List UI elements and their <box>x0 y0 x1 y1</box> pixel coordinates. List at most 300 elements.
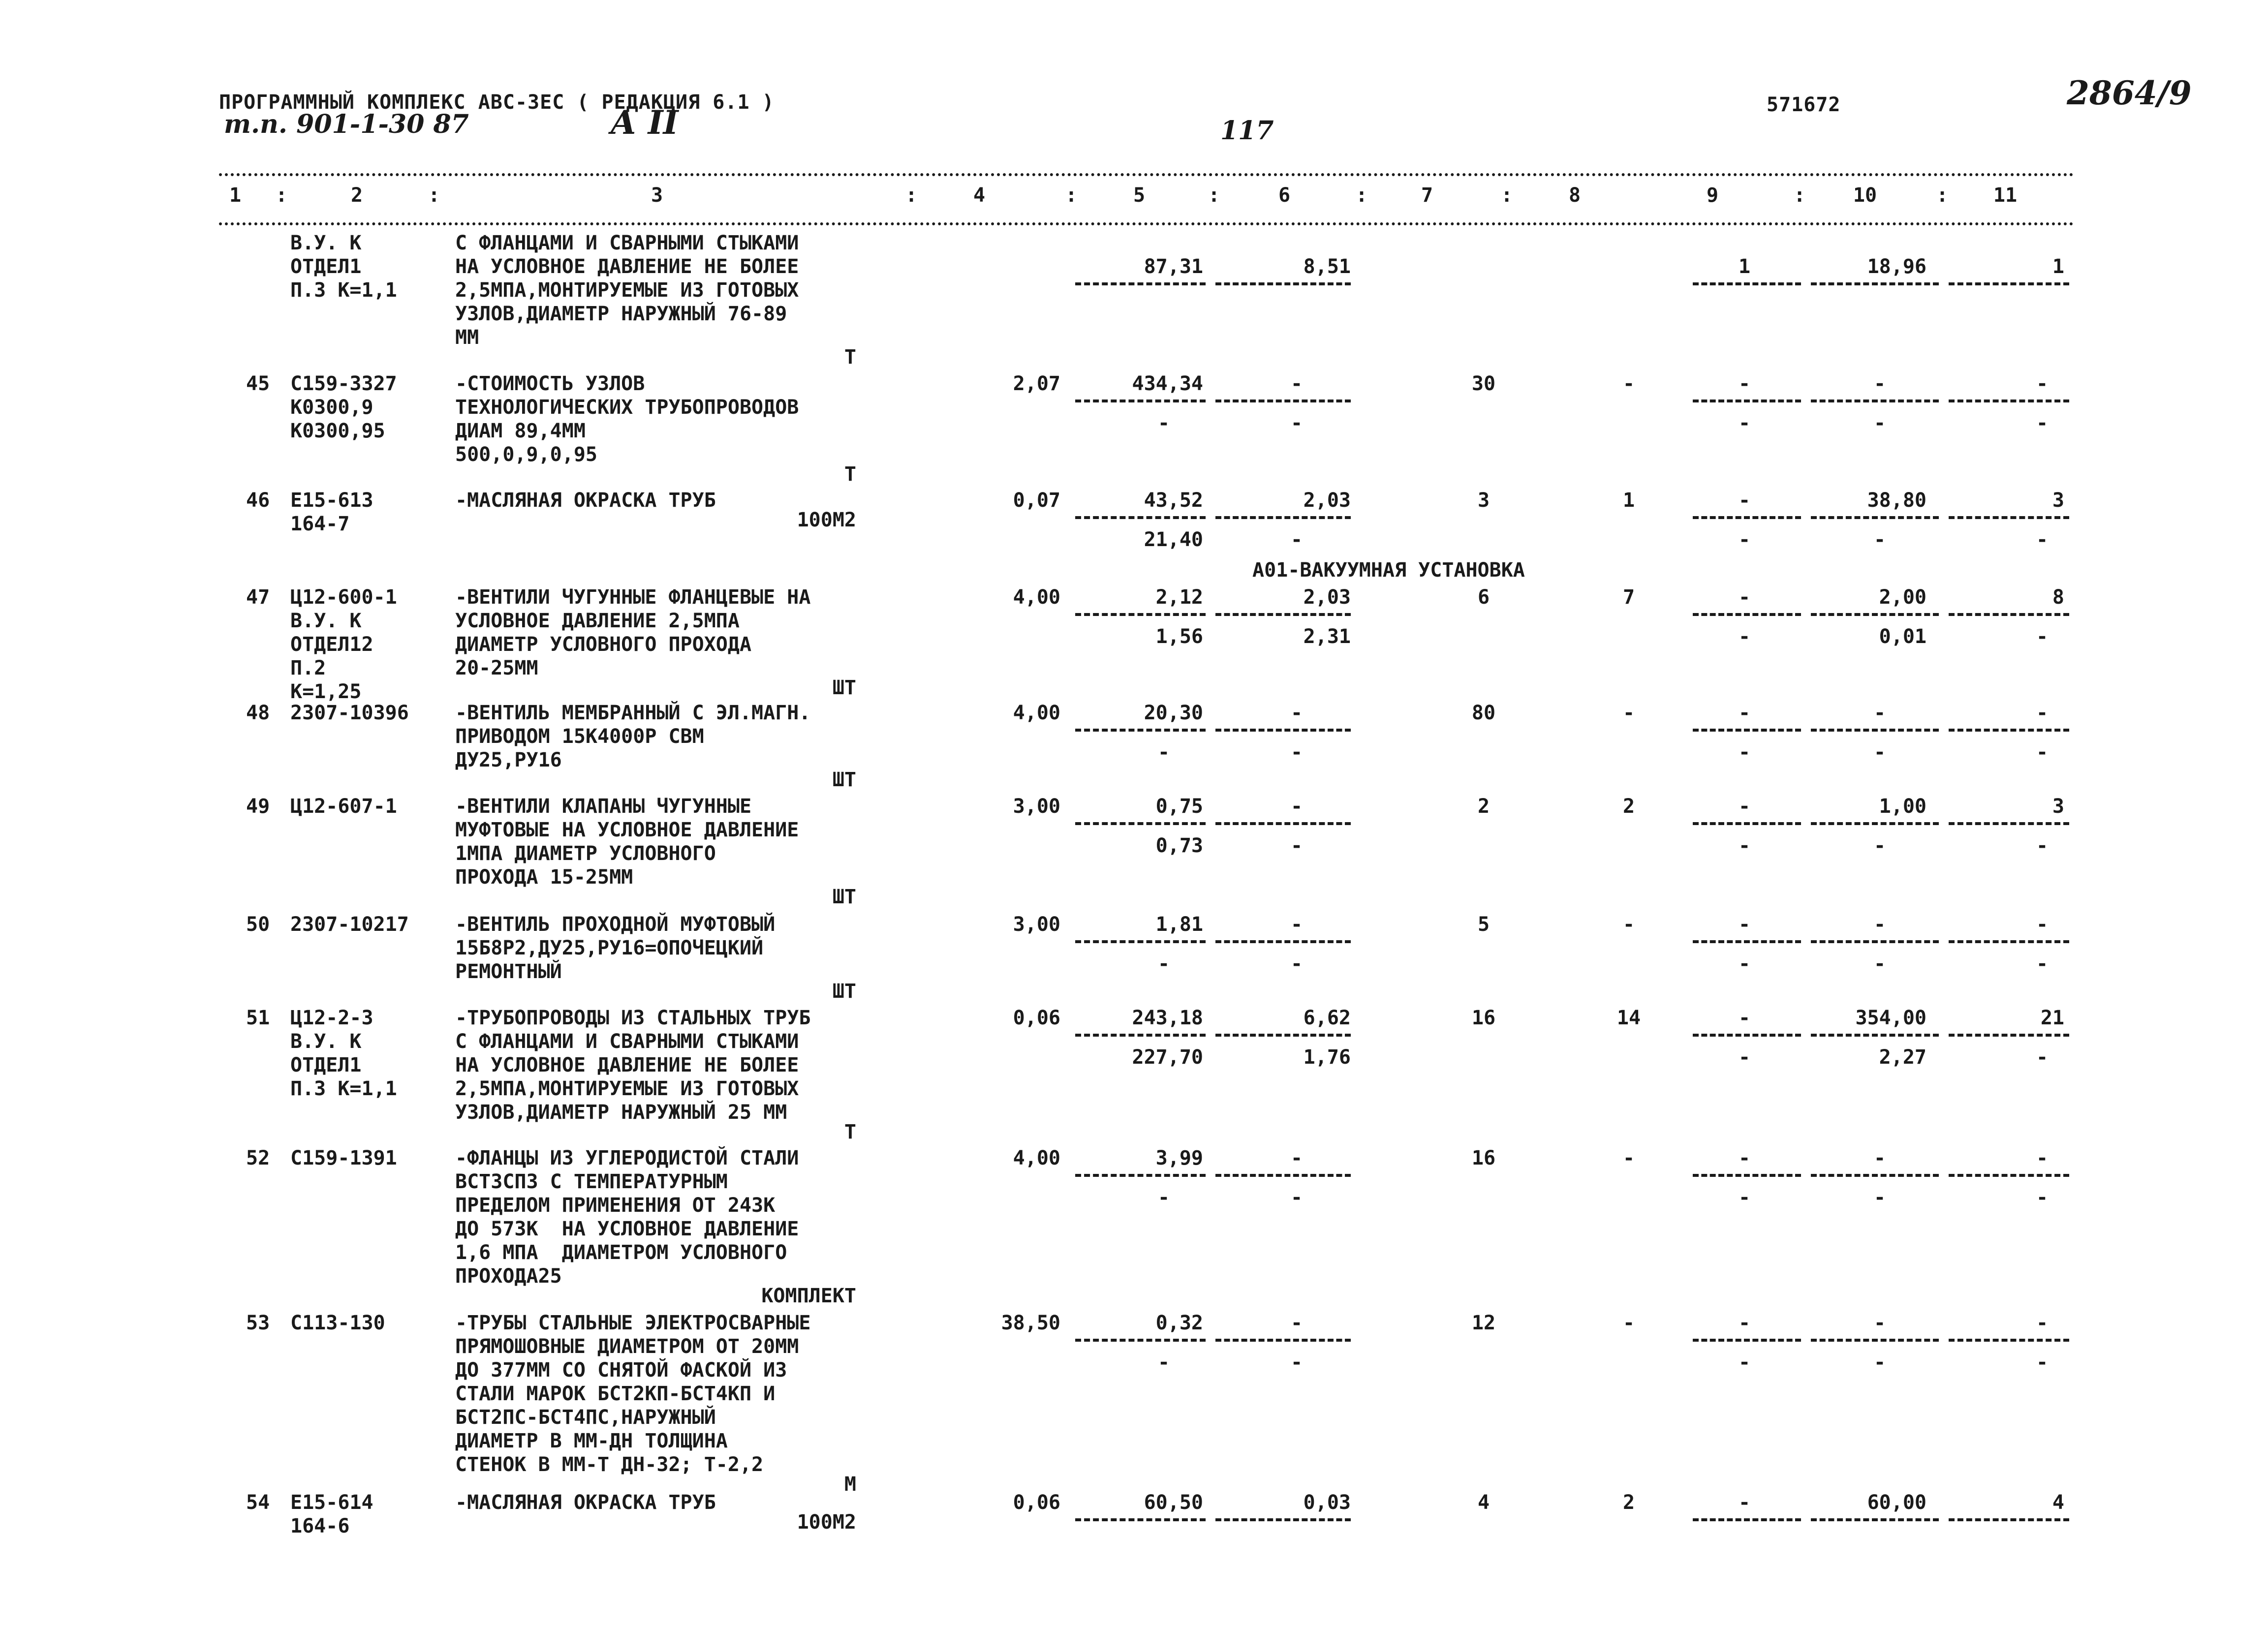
column-header-11: 11 <box>1993 184 2018 207</box>
work-description: 15Б8Р2,ДУ25,РУ16=ОПОЧЕЦКИЙ <box>455 937 764 959</box>
work-description: ДО 377ММ СО СНЯТОЙ ФАСКОЙ ИЗ <box>455 1359 787 1382</box>
cost-total: 87,31 <box>1144 255 1203 278</box>
col10-value: 1,00 <box>1879 795 1926 818</box>
col9-second: - <box>1738 1351 1751 1374</box>
work-description: -ТРУБЫ СТАЛЬНЫЕ ЭЛЕКТРОСВАРНЫЕ <box>455 1312 811 1334</box>
column-separator: : <box>1936 184 1949 207</box>
col11-divider <box>1949 516 2069 519</box>
work-description: -СТОИМОСТЬ УЗЛОВ <box>455 372 645 395</box>
machine-cost-divider <box>1215 1174 1351 1177</box>
cost-total: 243,18 <box>1132 1007 1203 1029</box>
machine-cost-divider <box>1215 822 1351 825</box>
column-header-1: 1 <box>229 184 242 207</box>
col10-divider <box>1811 282 1939 285</box>
col10-dash: - <box>1873 913 1886 936</box>
col11-dash: - <box>2036 1312 2049 1334</box>
col7-value: 12 <box>1471 1312 1496 1334</box>
row-number: 46 <box>246 489 270 512</box>
col9-value: - <box>1738 586 1751 609</box>
col11-divider <box>1949 940 2069 943</box>
resource-code: С113-130 <box>290 1312 385 1334</box>
quantity: 4,00 <box>1013 702 1060 724</box>
col10-second-dash: - <box>1873 528 1886 551</box>
resource-code: Ц12-2-3 <box>290 1007 373 1029</box>
work-description: ТЕХНОЛОГИЧЕСКИХ ТРУБОПРОВОДОВ <box>455 396 799 419</box>
col9-divider <box>1693 729 1801 732</box>
cost-total: 43,52 <box>1144 489 1203 512</box>
col11-divider <box>1949 1518 2069 1521</box>
col9-value: - <box>1738 1147 1751 1169</box>
col7-value: 6 <box>1477 586 1490 609</box>
col10-divider <box>1811 1174 1939 1177</box>
work-description: -ВЕНТИЛЬ ПРОХОДНОЙ МУФТОВЫЙ <box>455 913 776 936</box>
work-description: 2,5МПА,МОНТИРУЕМЫЕ ИЗ ГОТОВЫХ <box>455 279 799 302</box>
col9-divider <box>1693 613 1801 616</box>
cost-total-divider <box>1075 1034 1206 1037</box>
col9-divider <box>1693 282 1801 285</box>
row-number: 49 <box>246 795 270 818</box>
row-number: 45 <box>246 372 270 395</box>
resource-code: П.3 К=1,1 <box>290 279 397 302</box>
cost-total-divider <box>1075 940 1206 943</box>
machine-cost-divider <box>1215 282 1351 285</box>
column-separator: : <box>1065 184 1078 207</box>
col9-value: - <box>1738 1491 1751 1514</box>
machine-cost: 6,62 <box>1303 1007 1351 1029</box>
resource-code: ОТДЕЛ12 <box>290 633 373 656</box>
col8-value: - <box>1622 1312 1635 1334</box>
machine-cost-divider <box>1215 1339 1351 1342</box>
work-description: ДО 573К НА УСЛОВНОЕ ДАВЛЕНИЕ <box>455 1218 799 1240</box>
machine-wages-dash: - <box>1290 953 1303 975</box>
col10-divider <box>1811 940 1939 943</box>
col10-divider <box>1811 729 1939 732</box>
col11-divider <box>1949 822 2069 825</box>
unit-of-measure: Т <box>844 346 856 369</box>
row-number: 47 <box>246 586 270 609</box>
machine-cost-dash: - <box>1290 372 1303 395</box>
col9-value: - <box>1738 913 1751 936</box>
quantity: 0,07 <box>1013 489 1060 512</box>
col10-value: 2,00 <box>1879 586 1926 609</box>
machine-wages: 1,76 <box>1303 1046 1351 1069</box>
col11-value: 21 <box>2040 1007 2064 1029</box>
work-description: СТЕНОК В ММ-Т ДН-32; Т-2,2 <box>455 1453 764 1476</box>
work-description: С ФЛАНЦАМИ И СВАРНЫМИ СТЫКАМИ <box>455 1030 799 1053</box>
col10-divider <box>1811 613 1939 616</box>
machine-wages-dash: - <box>1290 1351 1303 1374</box>
resource-code: Е15-613 <box>290 489 373 512</box>
col10-second-dash: - <box>1873 1351 1886 1374</box>
work-description: ДИАМЕТР В ММ-ДН ТОЛЩИНА <box>455 1430 728 1452</box>
resource-code: 164-7 <box>290 513 350 535</box>
work-description: -МАСЛЯНАЯ ОКРАСКА ТРУБ <box>455 489 716 512</box>
machine-cost-dash: - <box>1290 1147 1303 1169</box>
column-header-2: 2 <box>350 184 363 207</box>
column-header-10: 10 <box>1853 184 1877 207</box>
unit-of-measure: 100М2 <box>797 509 856 531</box>
cost-wages-dash: - <box>1157 1186 1170 1209</box>
cost-wages: 1,56 <box>1155 625 1203 648</box>
col10-second-dash: - <box>1873 741 1886 764</box>
col10-dash: - <box>1873 1147 1886 1169</box>
col7-value: 3 <box>1477 489 1490 512</box>
col11-value: 3 <box>2052 795 2064 818</box>
work-description: ВСТ3СП3 С ТЕМПЕРАТУРНЫМ <box>455 1170 728 1193</box>
cost-wages-dash: - <box>1157 953 1170 975</box>
column-separator: : <box>1208 184 1220 207</box>
resource-code: К=1,25 <box>290 680 362 703</box>
col11-second-dash: - <box>2036 1186 2049 1209</box>
col8-value: 7 <box>1622 586 1635 609</box>
col11-value: 3 <box>2052 489 2064 512</box>
col10-dash: - <box>1873 702 1886 724</box>
resource-code: 2307-10396 <box>290 702 409 724</box>
work-description: УЗЛОВ,ДИАМЕТР НАРУЖНЫЙ 76-89 <box>455 303 787 325</box>
col7-value: 5 <box>1477 913 1490 936</box>
machine-cost: 2,03 <box>1303 586 1351 609</box>
column-header-8: 8 <box>1568 184 1581 207</box>
col11-divider <box>1949 1339 2069 1342</box>
col11-divider <box>1949 729 2069 732</box>
unit-of-measure: М <box>844 1473 856 1496</box>
column-separator: : <box>276 184 288 207</box>
row-number: 48 <box>246 702 270 724</box>
work-description: 2,5МПА,МОНТИРУЕМЫЕ ИЗ ГОТОВЫХ <box>455 1077 799 1100</box>
col9-second: - <box>1738 741 1751 764</box>
col10-value: 354,00 <box>1855 1007 1926 1029</box>
resource-code: ОТДЕЛ1 <box>290 255 362 278</box>
unit-of-measure: ШТ <box>832 676 856 699</box>
column-separator: : <box>1356 184 1368 207</box>
quantity: 2,07 <box>1013 372 1060 395</box>
col9-second: - <box>1738 834 1751 857</box>
cost-total-divider <box>1075 1339 1206 1342</box>
machine-cost-divider <box>1215 516 1351 519</box>
resource-code: П.2 <box>290 657 326 679</box>
col9-value: 1 <box>1738 255 1751 278</box>
document-number: 571672 <box>1767 93 1841 116</box>
col11-second-dash: - <box>2036 625 2049 648</box>
resource-code: Е15-614 <box>290 1491 373 1514</box>
machine-cost-divider <box>1215 1518 1351 1521</box>
col9-value: - <box>1738 1007 1751 1029</box>
cost-total: 3,99 <box>1155 1147 1203 1169</box>
col10-second: 2,27 <box>1879 1046 1926 1069</box>
col11-second-dash: - <box>2036 953 2049 975</box>
work-description: ПРЯМОШОВНЫЕ ДИАМЕТРОМ ОТ 20ММ <box>455 1335 799 1358</box>
machine-cost: 0,03 <box>1303 1491 1351 1514</box>
cost-total-divider <box>1075 1518 1206 1521</box>
machine-cost-divider <box>1215 940 1351 943</box>
work-description: -ФЛАНЦЫ ИЗ УГЛЕРОДИСТОЙ СТАЛИ <box>455 1147 799 1169</box>
resource-code: К0300,95 <box>290 420 385 442</box>
machine-wages-dash: - <box>1290 412 1303 434</box>
machine-cost: 8,51 <box>1303 255 1351 278</box>
col11-dash: - <box>2036 1147 2049 1169</box>
machine-wages-dash: - <box>1290 1186 1303 1209</box>
col10-second-dash: - <box>1873 412 1886 434</box>
col9-value: - <box>1738 702 1751 724</box>
machine-cost-dash: - <box>1290 1312 1303 1334</box>
col10-second-dash: - <box>1873 1186 1886 1209</box>
cost-total: 0,75 <box>1155 795 1203 818</box>
col8-value: - <box>1622 1147 1635 1169</box>
col10-divider <box>1811 1034 1939 1037</box>
cost-total: 0,32 <box>1155 1312 1203 1334</box>
col11-value: 1 <box>2052 255 2064 278</box>
album-mark: А II <box>610 103 679 142</box>
unit-of-measure: ШТ <box>832 886 856 908</box>
column-separator: : <box>1501 184 1513 207</box>
col11-dash: - <box>2036 702 2049 724</box>
col9-second: - <box>1738 412 1751 434</box>
work-description: ДИАМЕТР УСЛОВНОГО ПРОХОДА <box>455 633 752 656</box>
col10-second: 0,01 <box>1879 625 1926 648</box>
col10-dash: - <box>1873 1312 1886 1334</box>
cost-total-divider <box>1075 1174 1206 1177</box>
col9-divider <box>1693 1034 1801 1037</box>
col8-value: 2 <box>1622 1491 1635 1514</box>
work-description: ПРИВОДОМ 15К4000Р СВМ <box>455 725 704 748</box>
cost-total-divider <box>1075 613 1206 616</box>
col11-divider <box>1949 1034 2069 1037</box>
column-separator: : <box>1794 184 1806 207</box>
column-separator: : <box>428 184 440 207</box>
column-header-9: 9 <box>1706 184 1719 207</box>
work-description: -ВЕНТИЛИ КЛАПАНЫ ЧУГУННЫЕ <box>455 795 752 818</box>
column-header-6: 6 <box>1278 184 1291 207</box>
row-number: 51 <box>246 1007 270 1029</box>
cost-total-divider <box>1075 400 1206 402</box>
machine-cost-divider <box>1215 400 1351 402</box>
col10-second-dash: - <box>1873 953 1886 975</box>
page-number: 117 <box>1220 116 1274 146</box>
work-description: МУФТОВЫЕ НА УСЛОВНОЕ ДАВЛЕНИЕ <box>455 819 799 841</box>
col7-value: 16 <box>1471 1147 1496 1169</box>
resource-code: 2307-10217 <box>290 913 409 936</box>
resource-code: ОТДЕЛ1 <box>290 1054 362 1076</box>
col8-value: 1 <box>1622 489 1635 512</box>
col8-value: 2 <box>1622 795 1635 818</box>
work-description: РЕМОНТНЫЙ <box>455 960 562 983</box>
col7-value: 80 <box>1471 702 1496 724</box>
work-description: УСЛОВНОЕ ДАВЛЕНИЕ 2,5МПА <box>455 610 740 632</box>
resource-code: В.У. К <box>290 610 362 632</box>
work-description: 20-25ММ <box>455 657 538 679</box>
col9-second: - <box>1738 625 1751 648</box>
col9-second: - <box>1738 1046 1751 1069</box>
col10-value: 60,00 <box>1867 1491 1926 1514</box>
row-number: 54 <box>246 1491 270 1514</box>
work-description: НА УСЛОВНОЕ ДАВЛЕНИЕ НЕ БОЛЕЕ <box>455 1054 799 1076</box>
machine-cost: 2,03 <box>1303 489 1351 512</box>
cost-total: 1,81 <box>1155 913 1203 936</box>
col7-value: 2 <box>1477 795 1490 818</box>
column-header-7: 7 <box>1421 184 1433 207</box>
col8-value: - <box>1622 702 1635 724</box>
column-header-4: 4 <box>973 184 986 207</box>
col9-divider <box>1693 516 1801 519</box>
cost-total: 60,50 <box>1144 1491 1203 1514</box>
work-description: 1,6 МПА ДИАМЕТРОМ УСЛОВНОГО <box>455 1241 787 1264</box>
column-separator: : <box>905 184 918 207</box>
work-description: УЗЛОВ,ДИАМЕТР НАРУЖНЫЙ 25 ММ <box>455 1101 787 1124</box>
col9-divider <box>1693 1339 1801 1342</box>
cost-wages-dash: - <box>1157 1351 1170 1374</box>
row-number: 52 <box>246 1147 270 1169</box>
quantity: 0,06 <box>1013 1007 1060 1029</box>
quantity: 38,50 <box>1001 1312 1060 1334</box>
col9-divider <box>1693 822 1801 825</box>
col9-divider <box>1693 940 1801 943</box>
col9-divider <box>1693 1174 1801 1177</box>
col11-divider <box>1949 400 2069 402</box>
program-title: ПРОГРАММНЫЙ КОМПЛЕКС АВС-ЗЕС ( РЕДАКЦИЯ 6.1 ) <box>219 91 775 114</box>
quantity: 3,00 <box>1013 795 1060 818</box>
cost-total: 20,30 <box>1144 702 1203 724</box>
cost-wages: 21,40 <box>1144 528 1203 551</box>
resource-code: Ц12-607-1 <box>290 795 397 818</box>
resource-code: С159-1391 <box>290 1147 397 1169</box>
cost-total-divider <box>1075 516 1206 519</box>
col11-second-dash: - <box>2036 1046 2049 1069</box>
col8-value: 14 <box>1616 1007 1641 1029</box>
quantity: 4,00 <box>1013 1147 1060 1169</box>
work-description: 1МПА ДИАМЕТР УСЛОВНОГО <box>455 842 716 865</box>
col9-value: - <box>1738 795 1751 818</box>
col10-divider <box>1811 400 1939 402</box>
work-description: -ТРУБОПРОВОДЫ ИЗ СТАЛЬНЫХ ТРУБ <box>455 1007 811 1029</box>
col11-second-dash: - <box>2036 741 2049 764</box>
cost-total: 2,12 <box>1155 586 1203 609</box>
col9-second: - <box>1738 953 1751 975</box>
machine-wages: 2,31 <box>1303 625 1351 648</box>
work-description: -МАСЛЯНАЯ ОКРАСКА ТРУБ <box>455 1491 716 1514</box>
resource-code: К0300,9 <box>290 396 373 419</box>
column-header-3: 3 <box>651 184 663 207</box>
col11-divider <box>1949 1174 2069 1177</box>
col10-value: 18,96 <box>1867 255 1926 278</box>
header-rule-bottom <box>219 222 2074 225</box>
work-description: ПРОХОДА 15-25ММ <box>455 866 633 889</box>
col9-divider <box>1693 1518 1801 1521</box>
tp-number: т.п. 901-1-30 87 <box>224 109 469 139</box>
unit-of-measure: ШТ <box>832 768 856 791</box>
col10-divider <box>1811 516 1939 519</box>
col7-value: 30 <box>1471 372 1496 395</box>
work-description: -ВЕНТИЛИ ЧУГУННЫЕ ФЛАНЦЕВЫЕ НА <box>455 586 811 609</box>
cost-wages: 0,73 <box>1155 834 1203 857</box>
col9-value: - <box>1738 1312 1751 1334</box>
work-description: С ФЛАНЦАМИ И СВАРНЫМИ СТЫКАМИ <box>455 232 799 254</box>
work-description: ПРОХОДА25 <box>455 1265 562 1288</box>
col8-value: - <box>1622 913 1635 936</box>
work-description: ММ <box>455 326 479 349</box>
machine-cost-divider <box>1215 613 1351 616</box>
cost-wages-dash: - <box>1157 741 1170 764</box>
unit-of-measure: Т <box>844 1121 856 1143</box>
machine-cost-divider <box>1215 729 1351 732</box>
work-description: БСТ2ПС-БСТ4ПС,НАРУЖНЫЙ <box>455 1406 716 1429</box>
col10-dash: - <box>1873 372 1886 395</box>
col7-value: 16 <box>1471 1007 1496 1029</box>
col11-divider <box>1949 282 2069 285</box>
quantity: 3,00 <box>1013 913 1060 936</box>
cost-total: 434,34 <box>1132 372 1203 395</box>
col9-second: - <box>1738 1186 1751 1209</box>
col11-value: 8 <box>2052 586 2064 609</box>
col11-second-dash: - <box>2036 528 2049 551</box>
machine-wages-dash: - <box>1290 528 1303 551</box>
unit-of-measure: КОМПЛЕКТ <box>761 1285 856 1307</box>
quantity: 0,06 <box>1013 1491 1060 1514</box>
col10-divider <box>1811 1339 1939 1342</box>
col8-value: - <box>1622 372 1635 395</box>
machine-wages-dash: - <box>1290 834 1303 857</box>
work-description: ДИАМ 89,4ММ <box>455 420 586 442</box>
resource-code: В.У. К <box>290 1030 362 1053</box>
cost-total-divider <box>1075 282 1206 285</box>
col11-second-dash: - <box>2036 1351 2049 1374</box>
col10-divider <box>1811 1518 1939 1521</box>
col10-divider <box>1811 822 1939 825</box>
col9-second: - <box>1738 528 1751 551</box>
col11-dash: - <box>2036 913 2049 936</box>
unit-of-measure: 100М2 <box>797 1511 856 1534</box>
cost-wages-dash: - <box>1157 412 1170 434</box>
col11-divider <box>1949 613 2069 616</box>
resource-code: 164-6 <box>290 1515 350 1537</box>
quantity: 4,00 <box>1013 586 1060 609</box>
cost-total-divider <box>1075 729 1206 732</box>
col10-value: 38,80 <box>1867 489 1926 512</box>
machine-cost-dash: - <box>1290 913 1303 936</box>
resource-code: В.У. К <box>290 232 362 254</box>
unit-of-measure: Т <box>844 463 856 486</box>
header-rule-top <box>219 173 2074 176</box>
col9-divider <box>1693 400 1801 402</box>
col11-second-dash: - <box>2036 412 2049 434</box>
resource-code: Ц12-600-1 <box>290 586 397 609</box>
machine-cost-dash: - <box>1290 795 1303 818</box>
column-header-5: 5 <box>1133 184 1146 207</box>
work-description: 500,0,9,0,95 <box>455 443 597 466</box>
col11-value: 4 <box>2052 1491 2064 1514</box>
sheet-number: 2864/9 <box>2067 74 2192 112</box>
cost-wages: 227,70 <box>1132 1046 1203 1069</box>
col9-value: - <box>1738 489 1751 512</box>
machine-cost-dash: - <box>1290 702 1303 724</box>
col7-value: 4 <box>1477 1491 1490 1514</box>
work-description: ДУ25,РУ16 <box>455 749 562 771</box>
work-description: -ВЕНТИЛЬ МЕМБРАННЫЙ С ЭЛ.МАГН. <box>455 702 811 724</box>
col11-dash: - <box>2036 372 2049 395</box>
machine-wages-dash: - <box>1290 741 1303 764</box>
col11-second-dash: - <box>2036 834 2049 857</box>
col10-second-dash: - <box>1873 834 1886 857</box>
work-description: СТАЛИ МАРОК БСТ2КП-БСТ4КП И <box>455 1383 776 1405</box>
row-number: 53 <box>246 1312 270 1334</box>
work-description: НА УСЛОВНОЕ ДАВЛЕНИЕ НЕ БОЛЕЕ <box>455 255 799 278</box>
row-number: 50 <box>246 913 270 936</box>
cost-total-divider <box>1075 822 1206 825</box>
resource-code: П.3 К=1,1 <box>290 1077 397 1100</box>
machine-cost-divider <box>1215 1034 1351 1037</box>
work-description: ПРЕДЕЛОМ ПРИМЕНЕНИЯ ОТ 243К <box>455 1194 776 1217</box>
col9-value: - <box>1738 372 1751 395</box>
unit-of-measure: ШТ <box>832 980 856 1003</box>
